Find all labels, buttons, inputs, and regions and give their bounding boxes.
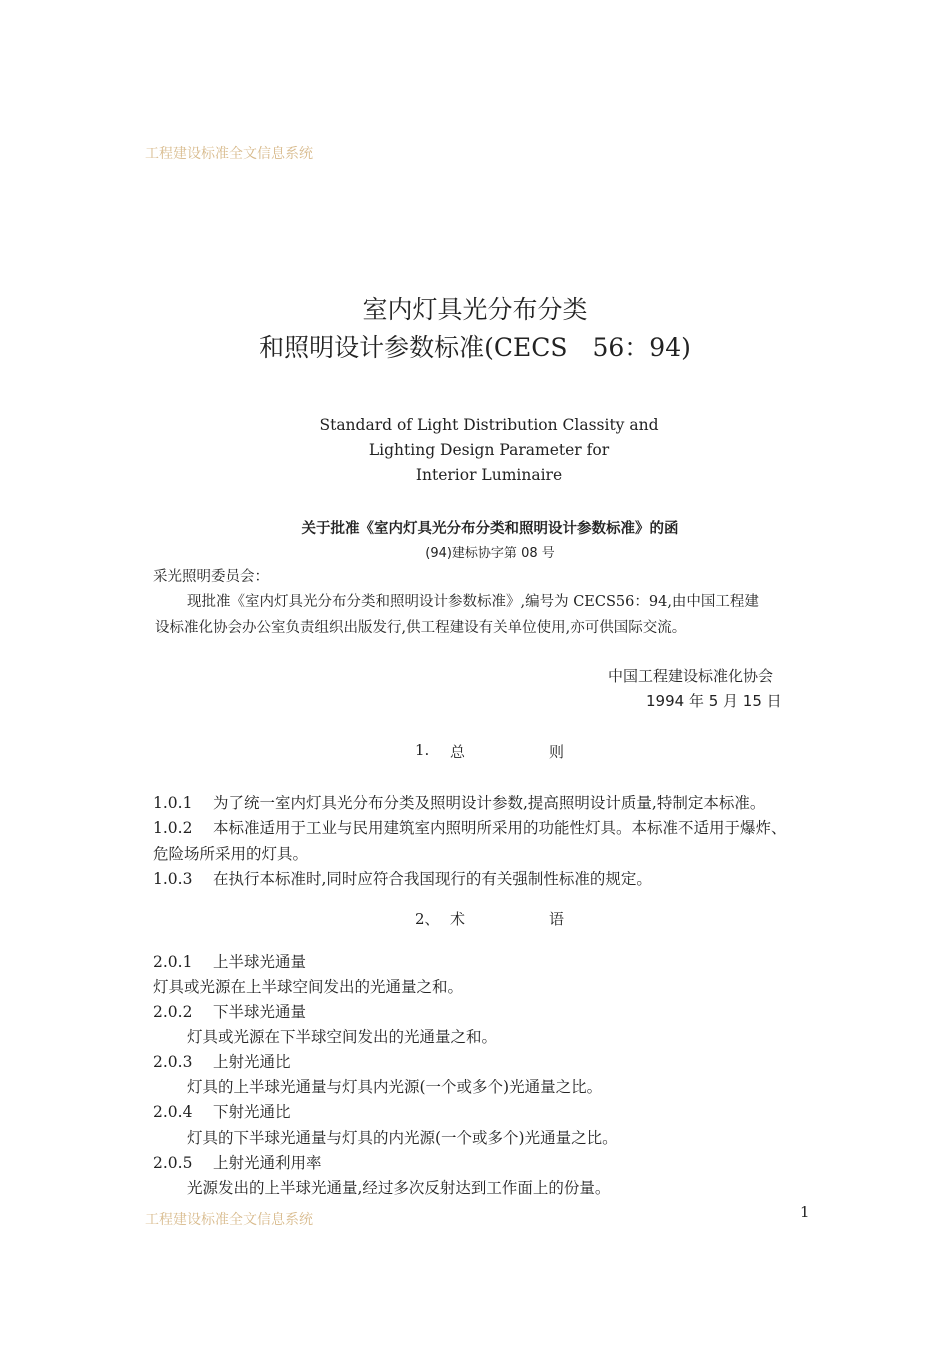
clause-text: 本标准适用于工业与民用建筑室内照明所采用的功能性灯具。本标准不适用于爆炸、	[213, 819, 787, 837]
section-2-title-a: 术	[450, 910, 466, 928]
title-line-1: 室内灯具光分布分类	[362, 295, 588, 324]
section-1-title-a: 总	[450, 743, 466, 761]
letter-heading: 关于批准《室内灯具光分布分类和照明设计参数标准》的函	[301, 521, 679, 537]
term-2-0-2	[153, 1000, 306, 1022]
section-1-title-b: 则	[549, 743, 565, 761]
term-2-0-1	[153, 950, 306, 972]
clause-1-0-2	[153, 816, 787, 838]
term-number: 2.0.4	[153, 1103, 193, 1121]
english-title-line-1: Standard of Light Distribution Classity and	[319, 416, 659, 434]
clause-number: 1.0.2	[153, 819, 193, 837]
term-number: 2.0.5	[153, 1154, 193, 1172]
english-title-line-3: Interior Luminaire	[415, 466, 563, 484]
clause-1-0-2-continued: 危险场所采用的灯具。	[153, 845, 309, 863]
english-title-line-2: Lighting Design Parameter for	[368, 441, 610, 459]
clause-text: 为了统一室内灯具光分布分类及照明设计参数,提高照明设计质量,特制定本标准。	[213, 794, 766, 812]
term-2-0-4	[153, 1100, 291, 1122]
title-line-2: 和照明设计参数标准(CECS 56：94)	[259, 333, 691, 362]
letter-signature-org: 中国工程建设标准化协会	[608, 667, 774, 685]
term-2-0-3	[153, 1050, 291, 1072]
term-name: 上射光通比	[213, 1053, 291, 1071]
term-name: 上射光通利用率	[213, 1154, 322, 1172]
watermark-top: 工程建设标准全文信息系统	[145, 146, 313, 162]
term-name: 上半球光通量	[213, 953, 307, 971]
term-name: 下射光通比	[213, 1103, 291, 1121]
letter-doc-number: (94)建标协字第 08 号	[425, 546, 555, 561]
term-2-0-4-definition: 灯具的下半球光通量与灯具的内光源(一个或多个)光通量之比。	[187, 1129, 618, 1147]
term-2-0-5	[153, 1151, 322, 1173]
letter-body-line-1: 现批准《室内灯具光分布分类和照明设计参数标准》,编号为 CECS56：94,由中国工程建	[187, 594, 759, 610]
term-number: 2.0.3	[153, 1053, 193, 1071]
letter-signature-date: 1994 年 5 月 15 日	[646, 692, 782, 710]
term-2-0-2-definition: 灯具或光源在下半球空间发出的光通量之和。	[187, 1028, 498, 1046]
term-2-0-3-definition: 灯具的上半球光通量与灯具内光源(一个或多个)光通量之比。	[187, 1078, 603, 1096]
section-2-title-b: 语	[549, 910, 565, 928]
clause-number: 1.0.1	[153, 794, 193, 812]
section-1-number: 1.	[415, 741, 430, 759]
letter-recipient: 采光照明委员会：	[153, 569, 269, 585]
clause-1-0-1	[153, 791, 765, 813]
term-name: 下半球光通量	[213, 1003, 307, 1021]
clause-text: 在执行本标准时,同时应符合我国现行的有关强制性标准的规定。	[213, 870, 652, 888]
term-2-0-1-definition: 灯具或光源在上半球空间发出的光通量之和。	[153, 978, 464, 996]
term-number: 2.0.2	[153, 1003, 193, 1021]
letter-body-line-2: 设标准化协会办公室负责组织出版发行,供工程建设有关单位使用,亦可供国际交流。	[155, 620, 687, 636]
term-2-0-5-definition: 光源发出的上半球光通量,经过多次反射达到工作面上的份量。	[187, 1179, 611, 1197]
watermark-bottom: 工程建设标准全文信息系统	[145, 1212, 313, 1228]
term-number: 2.0.1	[153, 953, 193, 971]
page-number: 1	[800, 1203, 810, 1221]
clause-number: 1.0.3	[153, 870, 193, 888]
section-2-number: 2、	[415, 910, 440, 928]
clause-1-0-3	[153, 867, 652, 889]
